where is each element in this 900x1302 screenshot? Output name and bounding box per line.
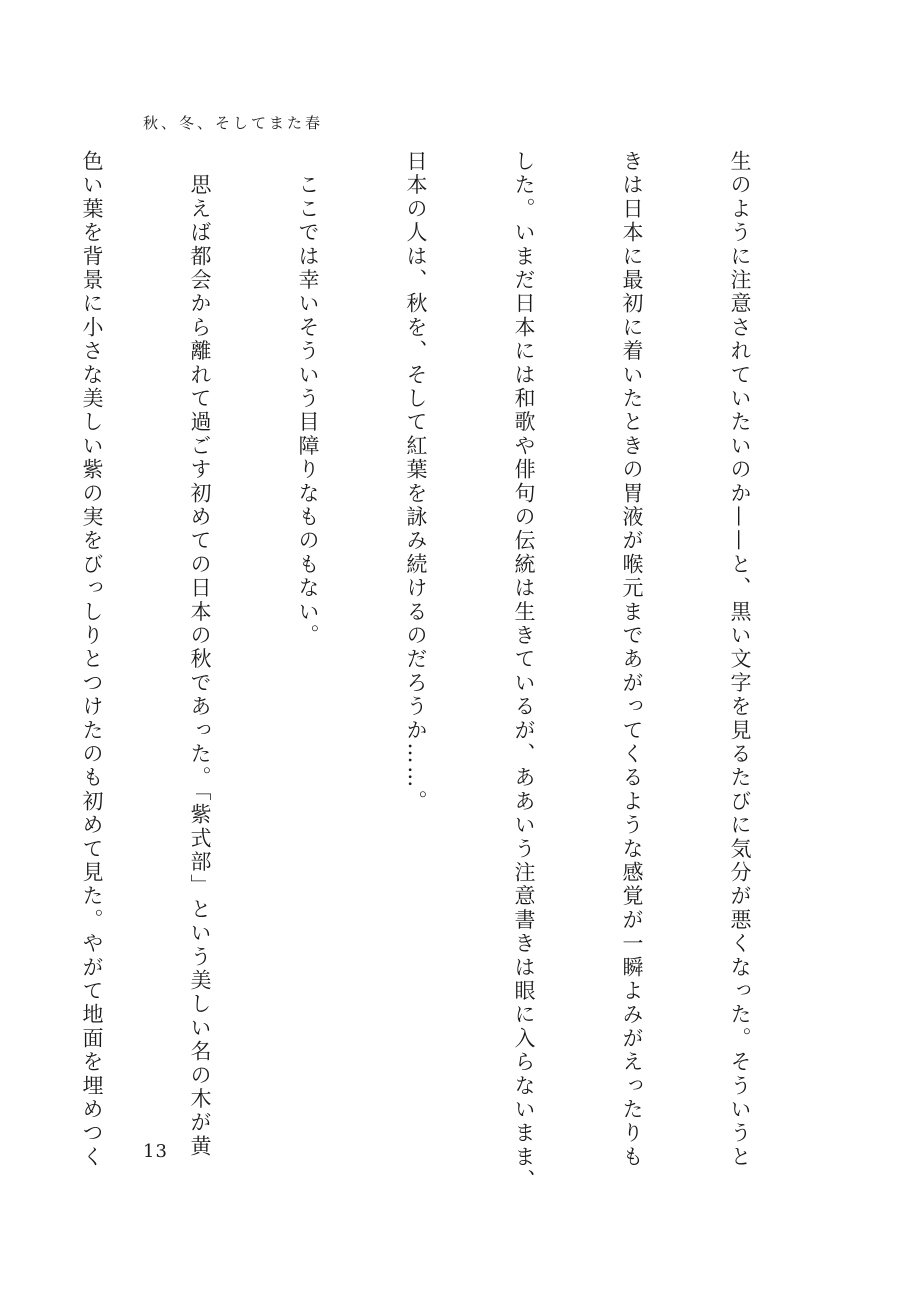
page-number: 13 [143, 1141, 168, 1162]
text-line [0, 150, 2, 1130]
text-line: 思えば都会から離れて過ごす初めての日本の秋であった。「紫式部」という美しい名の木が黄 [188, 150, 212, 1159]
text-line: 色い葉を背景に小さな美しい紫の実をびっしりとつけたのも初めて見た。やがて地面を埋めつく [80, 150, 104, 1170]
text-line: ここでは幸いそういう目障りなものもない。 [296, 150, 320, 648]
text-line: した。いまだ日本には和歌や俳句の伝統は生きているが、ああいう注意書きは眼に入らないまま、 [512, 150, 536, 1193]
text-line: 生のように注意されていたいのか——と、黒い文字を見るたびに気分が悪くなった。そういうと [728, 150, 752, 1170]
text-line: きは日本に最初に着いたときの胃液が喉元まであがってくるような感覚が一瞬よみがえったりも [620, 150, 644, 1170]
running-head: 秋、冬、そしてまた春 [143, 114, 324, 132]
text-line: 日本の人は、秋を、そして紅葉を詠み続けるのだろうか……。 [404, 150, 428, 814]
